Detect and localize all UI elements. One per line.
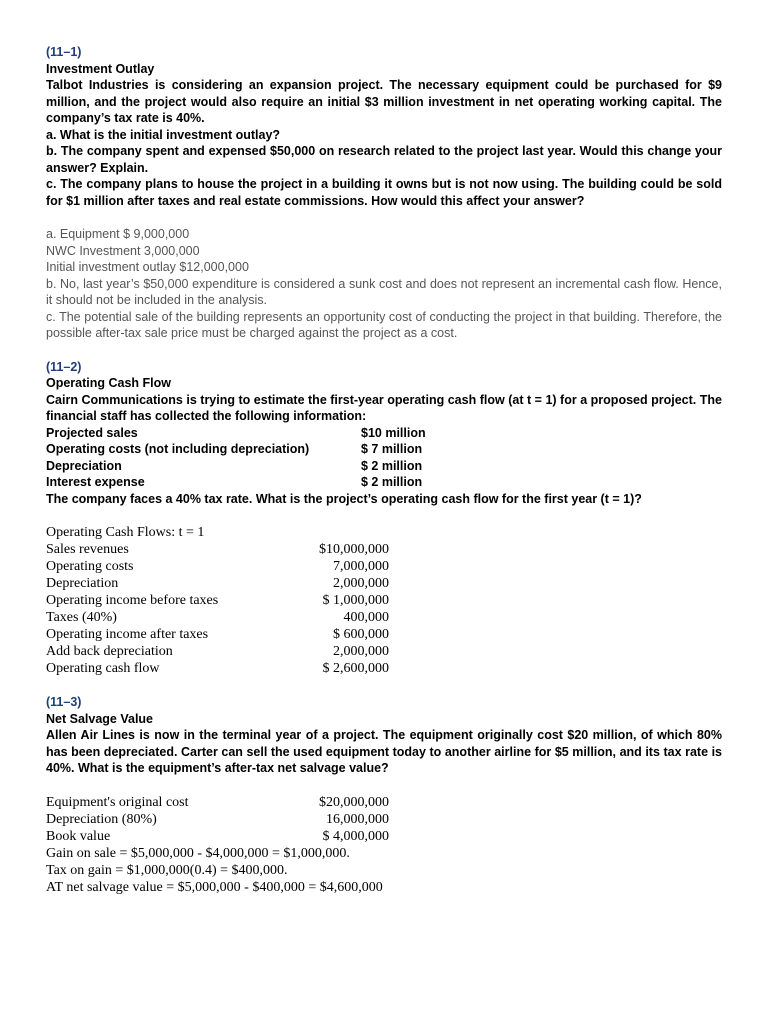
table-row [46,660,389,677]
info-label: Interest expense [46,475,145,489]
table-row [46,626,389,643]
tax-on-gain-line: Tax on gain = $1,000,000(0.4) = $400,000. [46,862,288,878]
row-value: $ 4,000,000 [322,828,389,844]
problem-number: (11–2) [46,359,82,374]
info-label: Depreciation [46,458,122,473]
answer-c: c. The potential sale of the building represents an opportunity cost of conducting the project in that building. Therefore, the possible after-tax sale price must be charged against the project as a cost. [46,309,722,340]
row-label: Add back depreciation [46,644,173,659]
problem-number: (11–1) [46,45,82,59]
gain-on-sale-line: Gain on sale = $5,000,000 - $4,000,000 = $1,000,000. [46,845,350,861]
table-row [46,558,389,575]
table-row [46,541,389,558]
salvage-value-line: AT net salvage value = $5,000,000 - $400,000 = $4,600,000 [46,879,383,895]
question-c: c. The company plans to house the project in a building it owns but is not now using. The building could be sold for $1 million after taxes and real estate commissions. How would this affect your answer? [46,177,722,208]
row-label: Depreciation (80%) [46,811,157,827]
table-row [46,592,389,609]
info-value: $10 million [361,425,426,440]
table-row [46,609,389,626]
row-value: 400,000 [343,610,389,625]
table-title: Operating Cash Flows: t = 1 [46,525,205,540]
question-a: a. What is the initial investment outlay? [46,127,281,142]
problem-number: (11–3) [46,695,82,709]
problem-11-3 [46,694,722,777]
table-row [46,811,389,828]
problem-title: Net Salvage Value [46,711,154,726]
question-b: b. The company spent and expensed $50,000 on research related to the project last year. Would this change your answer? Explain. [46,144,722,175]
info-label: Projected sales [46,425,138,440]
row-label: Depreciation [46,576,119,591]
answer-b: b. No, last year’s $50,000 expenditure is considered a sunk cost and does not represent an incremental cash flow. Hence, it should not be included in the analysis. [46,276,722,307]
table-row [46,794,389,811]
operating-cash-flow-table [46,524,722,677]
document-page [46,44,722,896]
row-value: 7,000,000 [333,559,389,574]
problem-11-1 [46,44,722,342]
answer-a-line2: NWC Investment 3,000,000 [46,243,200,258]
row-value: 16,000,000 [326,811,389,827]
row-label: Sales revenues [46,542,129,557]
table-row [46,828,389,845]
row-value: $ 2,600,000 [322,661,389,676]
row-label: Equipment's original cost [46,794,189,810]
row-value: $10,000,000 [319,542,389,557]
info-row [46,441,722,458]
net-salvage-table [46,794,722,896]
table-row [46,575,389,592]
answer-a-line3: Initial investment outlay $12,000,000 [46,260,249,274]
problem-question: Allen Air Lines is now in the terminal year of a project. The equipment originally cost $20 million, of which 80% has been depreciated. Carter can sell the used equipment today to another airline for $5 million, and its tax rate is 40%. What is the equipment’s after-tax net salvage value? [46,728,722,775]
row-label: Operating cash flow [46,661,160,676]
problem-11-2 [46,359,722,508]
row-value: 2,000,000 [333,644,389,659]
info-row [46,474,722,491]
problem-question: Talbot Industries is considering an expansion project. The necessary equipment could be purchased for $9 million, and the project would also require an initial $3 million investment in net operating working capital. The company’s tax rate is 40%. [46,78,722,125]
info-value: $ 2 million [361,458,423,473]
row-value: $ 1,000,000 [322,593,389,608]
row-label: Book value [46,828,111,844]
row-value: $ 600,000 [333,627,389,642]
info-label: Operating costs (not including depreciation) [46,442,310,456]
info-value: $ 7 million [361,442,423,456]
info-row [46,458,722,475]
row-label: Operating income before taxes [46,593,219,608]
problem-question-2: The company faces a 40% tax rate. What is the project’s operating cash flow for the first year (t = 1)? [46,491,642,506]
problem-question: Cairn Communications is trying to estimate the first-year operating cash flow (at t = 1) for a proposed project. The financial staff has collected the following information: [46,392,722,423]
table-row [46,643,389,660]
info-row [46,425,722,442]
problem-title: Investment Outlay [46,61,155,76]
row-label: Operating income after taxes [46,627,209,642]
row-value: 2,000,000 [333,576,389,591]
row-label: Operating costs [46,559,134,574]
problem-title: Operating Cash Flow [46,376,172,390]
info-value: $ 2 million [361,475,423,489]
answer-a-line1: a. Equipment $ 9,000,000 [46,227,190,241]
row-label: Taxes (40%) [46,610,117,625]
row-value: $20,000,000 [319,794,389,810]
